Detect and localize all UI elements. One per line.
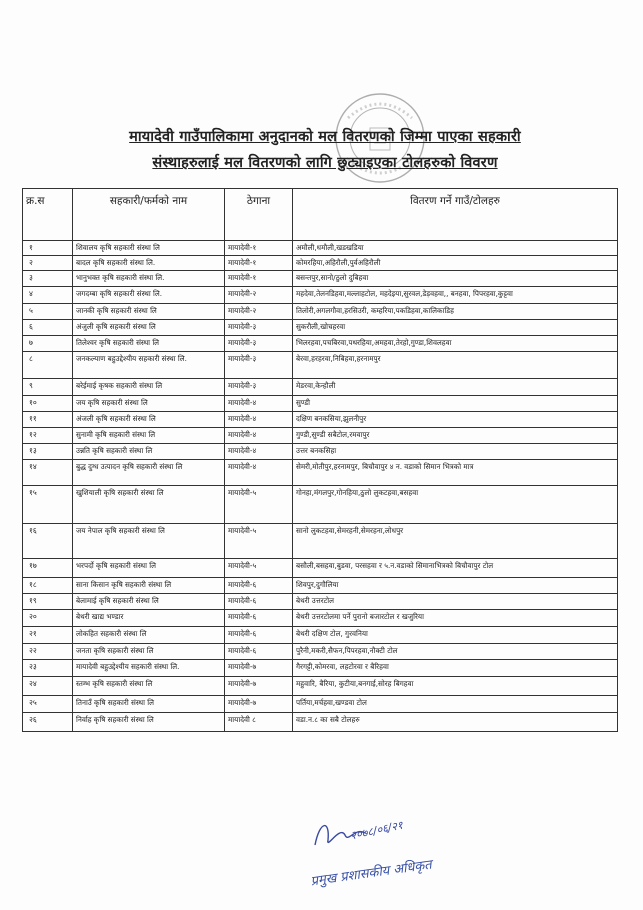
row-serial: २३ xyxy=(23,660,73,677)
signature-block xyxy=(310,815,480,895)
row-tole-list: अमौली,धमौली,खडखडिया xyxy=(293,241,618,256)
row-address: मायादेवी-१ xyxy=(225,256,293,271)
row-cooperative-name: अंजुली कृषि सहकारी संस्था लि xyxy=(73,320,225,336)
row-cooperative-name: तिनाउँ कृषि सहकारी संस्था लि xyxy=(73,696,225,713)
row-serial: २० xyxy=(23,610,73,627)
row-serial: १ xyxy=(23,241,73,256)
row-serial: १७ xyxy=(23,559,73,578)
row-address: मायादेवी-६ xyxy=(225,610,293,627)
row-address: मायादेवी-६ xyxy=(225,578,293,594)
row-serial: २५ xyxy=(23,696,73,713)
row-address: मायादेवी-३ xyxy=(225,379,293,396)
row-cooperative-name: बेथरी खाद्य भण्डार xyxy=(73,610,225,627)
row-tole-list: बेथरी उत्तरटोल xyxy=(293,594,618,610)
row-tole-list: महुवारि, बैरिया, कुटीया,बनगाई,सोरह बिगहवा xyxy=(293,677,618,696)
table-row xyxy=(23,287,618,304)
row-tole-list: पुरैनी,मकरी,सैफन,पिपरहवा,नौक्टी टोल xyxy=(293,644,618,660)
table-body xyxy=(23,241,618,732)
row-serial: १३ xyxy=(23,444,73,460)
row-address: मायादेवी-७ xyxy=(225,677,293,696)
row-address: मायादेवी-१ xyxy=(225,241,293,256)
table-row xyxy=(23,271,618,287)
row-address: मायादेवी-३ xyxy=(225,336,293,352)
row-cooperative-name: भानुभक्त कृषि सहकारी संस्था लि. xyxy=(73,271,225,287)
row-serial: २१ xyxy=(23,627,73,644)
row-cooperative-name: बेलामाई कृषि सहकारी संस्था लि xyxy=(73,594,225,610)
table-row xyxy=(23,256,618,271)
row-serial: १९ xyxy=(23,594,73,610)
row-cooperative-name: जय कृषि सहकारी संस्था लि xyxy=(73,396,225,412)
row-address: मायादेवी-३ xyxy=(225,352,293,379)
row-tole-list: सुकरौली,खोचहरवा xyxy=(293,320,618,336)
row-tole-list: तिलोरी,अगलगौवा,हरसिउरी, कम्हरिया,पकडिहवा,कालिकाडिह xyxy=(293,304,618,320)
row-tole-list: गोनहा,मंगलपुर,गोनहिया,ठुलो लुकटहवा,बसहवा xyxy=(293,486,618,524)
table-row xyxy=(23,304,618,320)
row-serial: ६ xyxy=(23,320,73,336)
row-cooperative-name: तिलेश्वर कृषि सहकारी संस्था लि xyxy=(73,336,225,352)
row-tole-list: बेथरी उत्तरटोलमा पर्ने पुरानो बजारटोल र खजुरिया xyxy=(293,610,618,627)
row-cooperative-name: अंजली कृषि सहकारी संस्था लि xyxy=(73,412,225,428)
table-row xyxy=(23,559,618,578)
row-tole-list: उत्तर बनकसिहा xyxy=(293,444,618,460)
table-row xyxy=(23,713,618,732)
row-address: मायादेवी-५ xyxy=(225,486,293,524)
row-cooperative-name: भरपर्दो कृषि सहकारी संस्था लि xyxy=(73,559,225,578)
row-tole-list: सेमरी,मोतीपुर,हरनामपुर, बिचौवापुर ४ न. वडाको सिमान भित्रको मात्र xyxy=(293,460,618,486)
row-tole-list: बेरवा,हरहरवा,निबिहवा,हरनामपुर xyxy=(293,352,618,379)
row-address: मायादेवी-६ xyxy=(225,627,293,644)
document-title-line2: संस्थाहरुलाई मल वितरणको लागि छुट्याइएका टोलहरुको विवरण xyxy=(152,155,498,171)
row-address: मायादेवी-२ xyxy=(225,304,293,320)
header-tole: वितरण गर्ने गाउँ/टोलहरु xyxy=(293,189,618,241)
row-serial: २ xyxy=(23,256,73,271)
row-serial: १४ xyxy=(23,460,73,486)
row-cooperative-name: साना किसान कृषि सहकारी संस्था लि xyxy=(73,578,225,594)
row-cooperative-name: जय नेपाल कृषि सहकारी संस्था लि xyxy=(73,524,225,559)
row-serial: ८ xyxy=(23,352,73,379)
row-tole-list: बेथरी दक्षिण टोल, गुरवनिया xyxy=(293,627,618,644)
table-row xyxy=(23,241,618,256)
row-tole-list: वडा.न.८ का सबै टोलहरु xyxy=(293,713,618,732)
row-serial: १५ xyxy=(23,486,73,524)
row-tole-list: सानो लुकटहवा,सेमरहनी,सेमरहना,लोधपुर xyxy=(293,524,618,559)
row-cooperative-name: निर्वाह कृषि सहकारी संस्था लि xyxy=(73,713,225,732)
table-row xyxy=(23,320,618,336)
row-serial: ११ xyxy=(23,412,73,428)
document-title-line1: मायादेवी गाउँपालिकामा अनुदानको मल वितरणको जिम्मा पाएका सहकारी xyxy=(129,129,521,145)
table-row xyxy=(23,336,618,352)
row-address: मायादेवी-५ xyxy=(225,524,293,559)
row-tole-list: मेडरवा,केन्हौली xyxy=(293,379,618,396)
row-cooperative-name: सुनामी कृषि सहकारी संस्था लि xyxy=(73,428,225,444)
row-address: मायादेवी-७ xyxy=(225,696,293,713)
header-serial: क्र.स xyxy=(23,189,73,241)
table-row xyxy=(23,444,618,460)
row-serial: ५ xyxy=(23,304,73,320)
table-header-row xyxy=(23,189,618,241)
table-row xyxy=(23,660,618,677)
row-address: मायादेवी-४ xyxy=(225,428,293,444)
row-serial: २२ xyxy=(23,644,73,660)
row-serial: २४ xyxy=(23,677,73,696)
row-cooperative-name: खुशियाली कृषि सहकारी संस्था लि xyxy=(73,486,225,524)
row-serial: ४ xyxy=(23,287,73,304)
table-row xyxy=(23,486,618,524)
header-name: सहकारी/फर्मको नाम xyxy=(73,189,225,241)
row-address: मायादेवी-२ xyxy=(225,287,293,304)
row-cooperative-name: बादल कृषि सहकारी संस्था लि. xyxy=(73,256,225,271)
row-cooperative-name: मायादेवी बहुउद्देश्यीय सहकारी संस्था लि. xyxy=(73,660,225,677)
header-address: ठेगाना xyxy=(225,189,293,241)
row-address: मायादेवी ८ xyxy=(225,713,293,732)
row-tole-list: भिलरहवा,पचबिरवा,पथरहिया,अमहवा,तेरहो,गुण्डा,शिवलहवा xyxy=(293,336,618,352)
row-tole-list: महदेवा,तेलनडिहवा,मल्लाहटोल, महदेइया,सुरवल,डेड़वहवा,, बनहवा, पिपरहवा,कुट्टवा xyxy=(293,287,618,304)
row-address: मायादेवी-४ xyxy=(225,396,293,412)
table-row xyxy=(23,460,618,486)
row-address: मायादेवी-४ xyxy=(225,412,293,428)
row-address: मायादेवी-६ xyxy=(225,644,293,660)
row-address: मायादेवी-४ xyxy=(225,460,293,486)
row-address: मायादेवी-३ xyxy=(225,320,293,336)
table-row xyxy=(23,428,618,444)
row-address: मायादेवी-७ xyxy=(225,660,293,677)
signature-title: प्रमुख प्रशासकीय अधिकृत xyxy=(309,857,433,890)
row-tole-list: शिवपुर,दुगौलिया xyxy=(293,578,618,594)
row-cooperative-name: बुद्ध दुग्ध उत्पादन कृषि सहकारी संस्था लि xyxy=(73,460,225,486)
row-tole-list: दक्षिण बनकसिया,झुलनीपुर xyxy=(293,412,618,428)
table-row xyxy=(23,352,618,379)
row-address: मायादेवी-१ xyxy=(225,271,293,287)
row-tole-list: सुण्डी xyxy=(293,396,618,412)
row-address: मायादेवी-४ xyxy=(225,444,293,460)
row-serial: १६ xyxy=(23,524,73,559)
row-serial: १० xyxy=(23,396,73,412)
row-serial: १८ xyxy=(23,578,73,594)
row-tole-list: बसौली,बसहवा,बुडवा, परसहवा र ५.न.वडाको सिमानाभित्रको बिचौवापुर टोल xyxy=(293,559,618,578)
table-row xyxy=(23,610,618,627)
row-cooperative-name: जनकल्याण बहुउद्देश्यीय सहकारी संस्था लि. xyxy=(73,352,225,379)
signature-date: २०७८/०६/२१ xyxy=(349,818,404,843)
row-serial: १२ xyxy=(23,428,73,444)
row-serial: ९ xyxy=(23,379,73,396)
row-cooperative-name: शिवालय कृषि सहकारी संस्था लि xyxy=(73,241,225,256)
row-tole-list: पर्तिया,मर्चहवा,खण्डवा टोल xyxy=(293,696,618,713)
row-cooperative-name: जनता कृषि सहकारी संस्था लि xyxy=(73,644,225,660)
row-tole-list: गुण्डी,सुण्डी सबैटोल,रमवापुर xyxy=(293,428,618,444)
row-cooperative-name: जगदम्बा कृषि सहकारी संस्था लि. xyxy=(73,287,225,304)
table-row xyxy=(23,594,618,610)
row-cooperative-name: बरेईमाई कृषक सहकारी संस्था लि xyxy=(73,379,225,396)
row-serial: ७ xyxy=(23,336,73,352)
distribution-table xyxy=(22,188,618,732)
row-cooperative-name: जानकी कृषि सहकारी संस्था लि xyxy=(73,304,225,320)
row-tole-list: गैरगट्टी,कोमरवा, लहटोरवा र बैरिहवा xyxy=(293,660,618,677)
row-serial: २६ xyxy=(23,713,73,732)
row-address: मायादेवी-५ xyxy=(225,559,293,578)
row-tole-list: कोमरहिया,अहिरौली,पुर्वअहिरौली xyxy=(293,256,618,271)
table-row xyxy=(23,412,618,428)
table-row xyxy=(23,396,618,412)
row-cooperative-name: लोकहित सहकारी संस्था लि xyxy=(73,627,225,644)
row-cooperative-name: स्तम्भ कृषि सहकारी संस्था लि xyxy=(73,677,225,696)
table-row xyxy=(23,524,618,559)
row-address: मायादेवी-६ xyxy=(225,594,293,610)
table-row xyxy=(23,379,618,396)
table-row xyxy=(23,627,618,644)
row-serial: ३ xyxy=(23,271,73,287)
table-row xyxy=(23,644,618,660)
table-row xyxy=(23,677,618,696)
table-row xyxy=(23,578,618,594)
table-row xyxy=(23,696,618,713)
row-tole-list: बसन्तपुर,सानो/ठुलो दुबिहवा xyxy=(293,271,618,287)
row-cooperative-name: उन्नति कृषि सहकारी संस्था लि xyxy=(73,444,225,460)
